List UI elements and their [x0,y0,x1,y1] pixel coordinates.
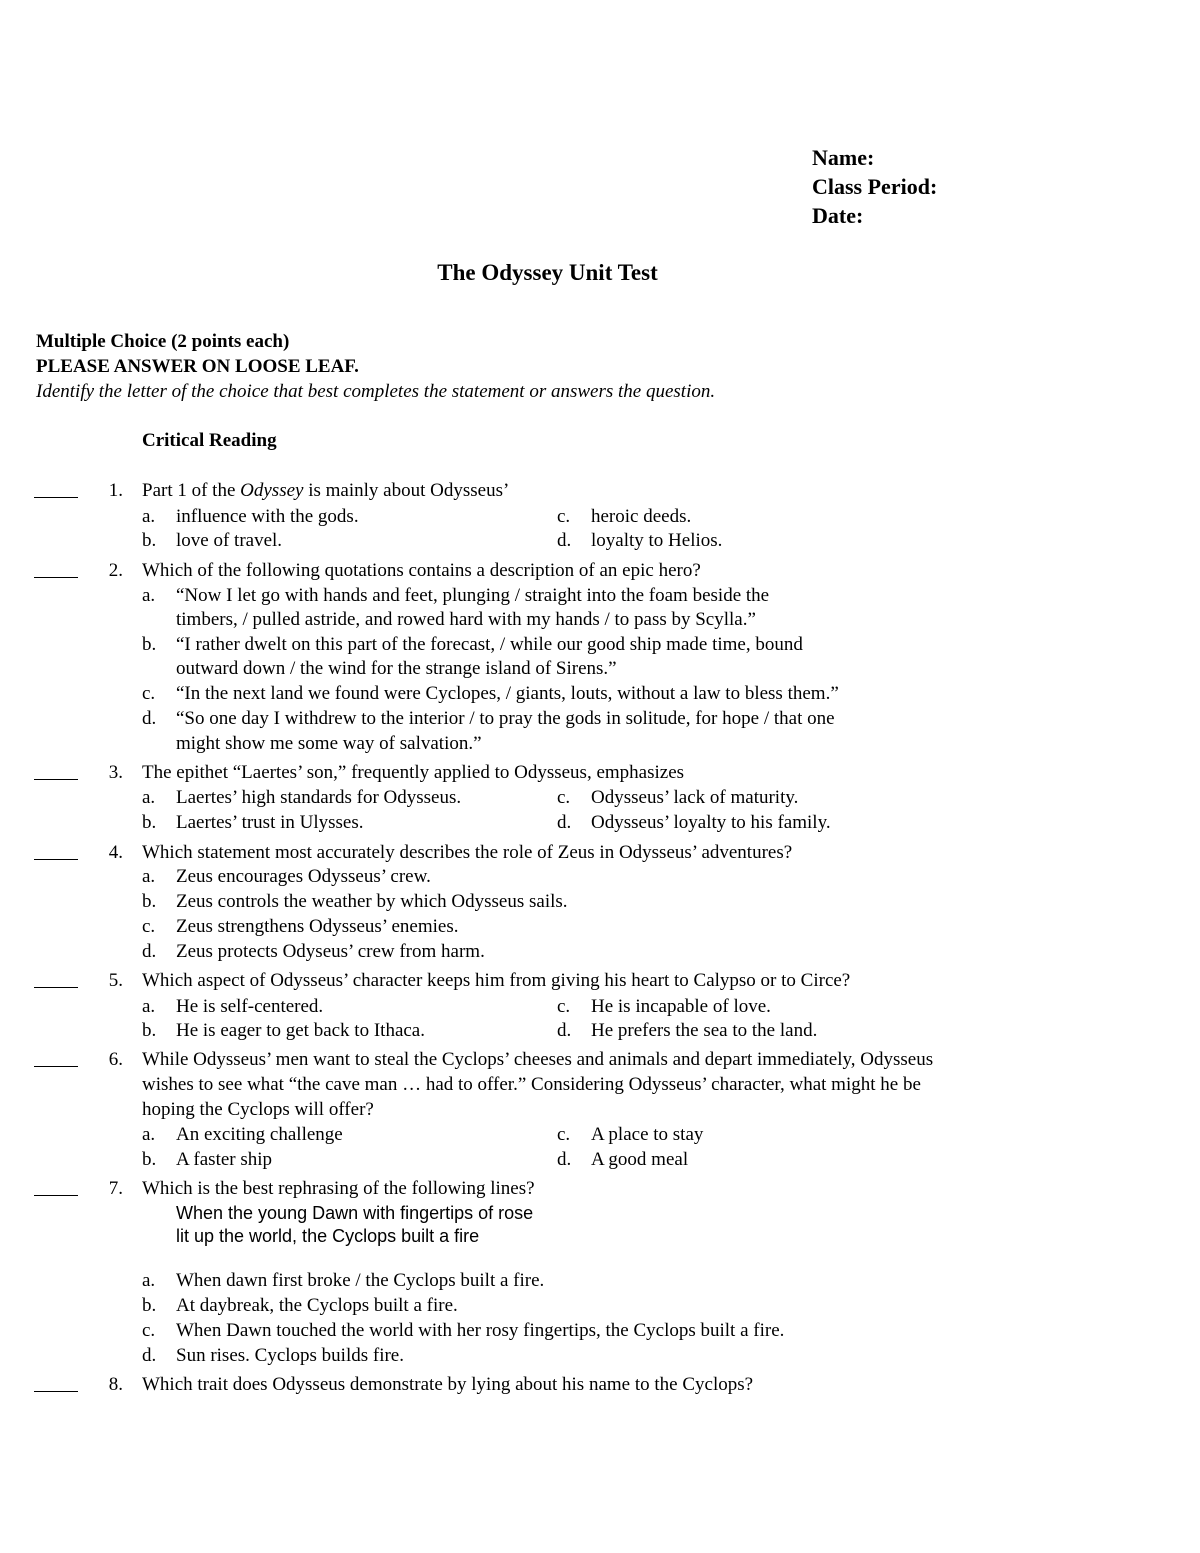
question-stem: Which trait does Odysseus demonstrate by lying about his name to the Cyclops? [142,1374,754,1395]
option-text: Sun rises. Cyclops builds fire. [176,1345,404,1366]
question-stem: wishes to see what “the cave man … had to offer.” Considering Odysseus’ character, what might he be [142,1074,921,1095]
option-text: At daybreak, the Cyclops built a fire. [176,1295,458,1316]
option-letter: d. [557,1020,572,1041]
date-label: Date: [812,203,864,228]
option-text: heroic deeds. [591,506,692,527]
answer-blank[interactable] [34,1066,78,1067]
option-text: Zeus protects Odyseus’ crew from harm. [176,941,485,962]
option-text: might show me some way of salvation.” [176,733,482,754]
option-text: Zeus encourages Odysseus’ crew. [176,866,431,887]
option-letter: a. [142,787,156,808]
name-label: Name: [812,145,875,170]
option-letter: c. [557,787,571,808]
answer-blank[interactable] [34,577,78,578]
option-text: “In the next land we found were Cyclopes, / giants, louts, without a law to bless them.” [176,683,839,704]
answer-blank[interactable] [34,987,78,988]
question-stem: Which of the following quotations contains a description of an epic hero? [142,560,701,581]
option-letter: d. [142,1345,157,1366]
question-stem: The epithet “Laertes’ son,” frequently applied to Odysseus, emphasizes [142,762,685,783]
question-number: 2. [108,560,123,581]
question-number: 8. [108,1374,123,1395]
option-letter: b. [142,530,157,551]
option-text: A place to stay [591,1124,704,1145]
option-letter: a. [142,585,156,606]
answer-blank[interactable] [34,779,78,780]
question-number: 4. [108,842,123,863]
option-letter: b. [142,1149,157,1170]
option-letter: d. [142,708,157,729]
option-text: Odysseus’ loyalty to his family. [591,812,831,833]
option-letter: a. [142,866,156,887]
question-stem: Which is the best rephrasing of the following lines? [142,1178,535,1199]
question-number: 3. [108,762,123,783]
option-letter: c. [557,1124,571,1145]
option-text: love of travel. [176,530,283,551]
question-stem: Which statement most accurately describes the role of Zeus in Odysseus’ adventures? [142,842,793,863]
option-text: “I rather dwelt on this part of the forecast, / while our good ship made time, bound [176,634,803,655]
option-text: loyalty to Helios. [591,530,723,551]
option-text: When Dawn touched the world with her rosy fingertips, the Cyclops built a fire. [176,1320,785,1341]
option-text: “Now I let go with hands and feet, plunging / straight into the foam beside the [176,585,770,606]
option-text: He is eager to get back to Ithaca. [176,1020,425,1041]
class-period-label: Class Period: [812,174,938,199]
option-text: Zeus strengthens Odysseus’ enemies. [176,916,459,937]
option-text: A good meal [591,1149,689,1170]
option-letter: a. [142,996,156,1017]
option-text: He is self-centered. [176,996,324,1017]
option-letter: a. [142,506,156,527]
question-number: 1. [108,480,123,501]
option-text: outward down / the wind for the strange island of Sirens.” [176,658,617,679]
option-letter: c. [142,683,156,704]
option-letter: d. [142,941,157,962]
option-letter: c. [557,996,571,1017]
answer-blank[interactable] [34,497,78,498]
section-instruction: PLEASE ANSWER ON LOOSE LEAF. [36,356,359,377]
option-letter: a. [142,1270,156,1291]
option-letter: b. [142,1295,157,1316]
question-stem: hoping the Cyclops will offer? [142,1099,374,1120]
question-stem: Which aspect of Odysseus’ character keeps him from giving his heart to Calypso or to Circe? [142,970,851,991]
option-text: Zeus controls the weather by which Odysseus sails. [176,891,568,912]
option-letter: c. [142,1320,156,1341]
option-letter: b. [142,1020,157,1041]
question-number: 6. [108,1049,123,1070]
answer-blank[interactable] [34,1391,78,1392]
quoted-line: When the young Dawn with fingertips of rose [176,1203,534,1223]
option-letter: d. [557,1149,572,1170]
question-stem: While Odysseus’ men want to steal the Cyclops’ cheeses and animals and depart immediately, Odysseus [142,1049,934,1070]
section-heading: Multiple Choice (2 points each) [36,331,290,352]
option-letter: c. [142,916,156,937]
option-letter: b. [142,812,157,833]
option-text: He prefers the sea to the land. [591,1020,818,1041]
quoted-line: lit up the world, the Cyclops built a fire [176,1226,480,1246]
page-title: The Odyssey Unit Test [437,260,658,285]
section-directions: Identify the letter of the choice that best completes the statement or answers the question. [36,381,716,402]
option-letter: b. [142,634,157,655]
option-text: He is incapable of love. [591,996,771,1017]
option-text: Laertes’ high standards for Odysseus. [176,787,462,808]
option-text: When dawn first broke / the Cyclops built a fire. [176,1270,545,1291]
question-stem: Part 1 of the Odyssey is mainly about Odysseus’ [142,480,510,501]
option-text: Odysseus’ lack of maturity. [591,787,799,808]
option-text: influence with the gods. [176,506,359,527]
question-number: 5. [108,970,123,991]
option-text: “So one day I withdrew to the interior / to pray the gods in solitude, for hope / that one [176,708,835,729]
option-text: Laertes’ trust in Ulysses. [176,812,364,833]
option-letter: d. [557,530,572,551]
answer-blank[interactable] [34,1195,78,1196]
option-letter: d. [557,812,572,833]
option-text: A faster ship [176,1149,273,1170]
option-letter: a. [142,1124,156,1145]
option-letter: b. [142,891,157,912]
section-subheading: Critical Reading [142,430,277,451]
question-number: 7. [108,1178,123,1199]
option-letter: c. [557,506,571,527]
option-text: An exciting challenge [176,1124,343,1145]
option-text: timbers, / pulled astride, and rowed hard with my hands / to pass by Scylla.” [176,609,756,630]
answer-blank[interactable] [34,859,78,860]
